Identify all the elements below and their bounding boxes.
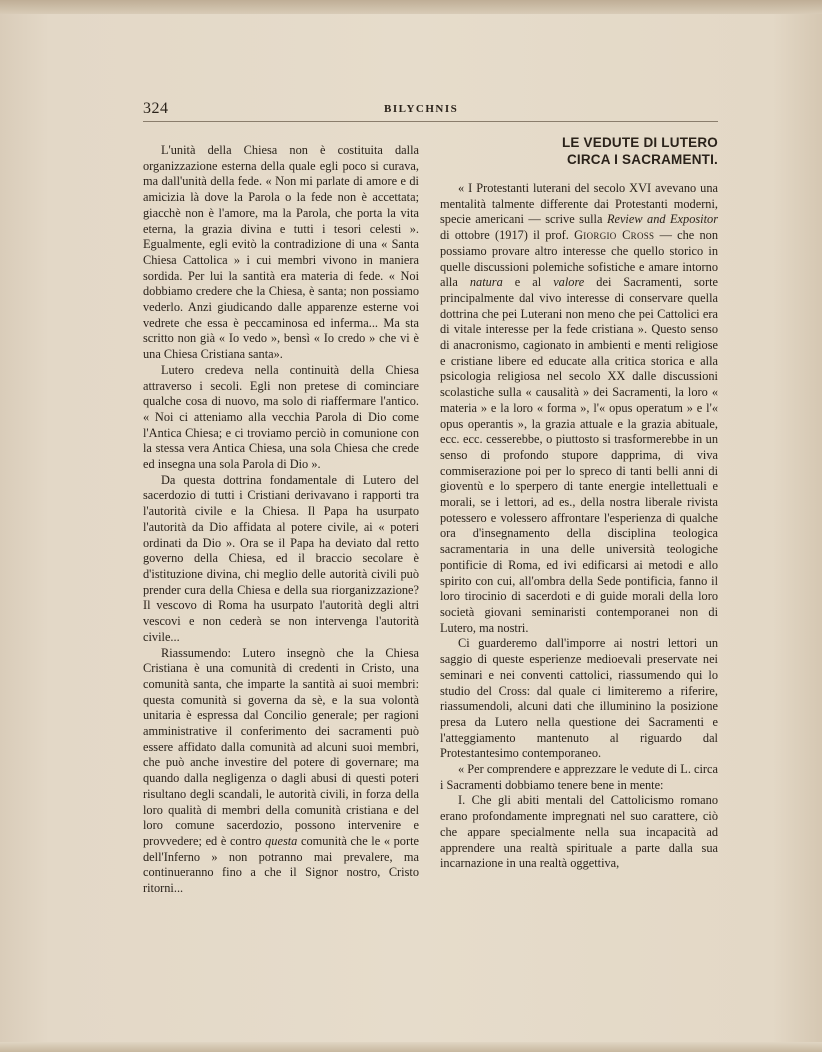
paragraph: I. Che gli abiti mentali del Cattolicismo romano erano profondamente impregnati nel suo carattere, ciò che appare specialmente nella sua incapacità ad apprendere una realtà spirituale a parte dalla sua incarnazione in una realtà oggettiva, [440,793,718,871]
article-title-line: LE VEDUTE DI LUTERO [561,135,718,150]
page-header [143,100,718,122]
page-number: 324 [143,100,169,117]
emphasis: questa [265,833,298,848]
paragraph [143,646,419,897]
emphasis: natura [469,275,503,290]
emphasis: valore [553,275,585,290]
text-run: Riassumendo: Lutero insegnò che la Chiesa Cristiana è una comunità di credenti in Cristo, una comunità santa, che imparte la santità ai suoi membri: questa comunità si governa da sè, e la sua volontà unitaria è espressa dal Concilio generale; per ragioni amministrative il conferimento dei sacramenti può essere affidato dalla comunità ad alcuni suoi membri, che può anche investire del potere di governare; ma quando dalla negligenza o dagli abusi di questi poteri risultano degli scandali, le autorità civili, in forza della loro qualità di membri della comunità cristiana e del loro comune sacerdozio, possono intervenire e provvedere; ed è contro [143,645,419,848]
paragraph: « Per comprendere e apprezzare le vedute di L. circa i Sacramenti dobbiamo tenere bene in mente: [440,762,718,792]
text-run: di ottobre (1917) il prof. [440,228,575,243]
article-title [440,134,718,168]
text-run: comunità che le « porte dell'Inferno » non potranno mai prevalere, ma continueranno fino a che il Signor nostro, Cristo ritorni... [143,833,419,896]
page-bottom-edge [0,1042,822,1052]
header-rule [143,121,718,122]
paragraph: Ci guarderemo dall'imporre ai nostri lettori un saggio di queste esperienze medioevali preservate nei seminari e nei conventi cattolici, riassumendo qui lo studio del Cross: dal quale ci limiteremo a riferire, riassumendoli, alcuni dati che illuminino la posizione presa da Lutero nella questione dei Sacramenti e l'atteggiamento mantenuto al riguardo dal Protestantesimo contemporaneo. [440,636,718,761]
text-run: « I Protestanti luterani del secolo XVI avevano una mentalità talmente differente dai Protestanti moderni, specie americani — scrive sulla [440,181,718,227]
running-head: BILYCHNIS [384,103,459,115]
text-run: e al [502,275,554,290]
article-title-line: CIRCA I SACRAMENTI. [566,152,718,167]
text-run: — che non possiamo provare altro interesse che quello storico in quelle discussioni polemiche sofistiche e amare intorno alla [440,228,718,290]
page-top-edge [0,0,822,14]
paragraph: Lutero credeva nella continuità della Chiesa attraverso i secoli. Egli non pretese di cominciare qualche cosa di nuovo, ma solo di riaffermare l'antico. « Noi ci atteniamo alla vecchia Parola di Dio come l'Antica Chiesa; e ci troviamo perciò in comunione con la stessa vera Antica Chiesa, una sola Chiesa che crede ed insegna una sola Parola di Dio ». [143,362,419,472]
text-run: dei Sacramenti, sorte principalmente dal vivo interesse di conservare quella dottrina che pei Luterani non meno che pei Cattolici era di vitale interesse per la fede cristiana ». Questo senso di anacronismo, cagionato in ambienti e menti religiose e cristiane libere ed educate alla critica storica e alla psicologia religiosa nel secolo XX dalle discussioni scolastiche sulla « causalità » dei Sacramenti, la loro « materia » e la loro « forma », l'« opus operatum » e l'« opus operantis », la grazia attuale e la grazia abituale, ecc. ecc. cesserebbe, o piuttosto si trasformerebbe in un senso di profondo stupore dapprima, di viva commiserazione poi per lo spreco di tanti belli anni di gioventù e lo sperpero di tante energie intellettuali e morali, se i lettori, ad es., della nostra liberale rivista potessero e volessero affrontare l'esperienza di qualche ora d'insegnamento della disciplina teologica sacramentaria in una delle università teologiche pontificie di Roma, ed ivi edificarsi ai metodi e allo spirito con cui, all'ombra della Sede pontificia, fanno il loro tirocinio di sacerdoti e di guide morali della loro società giovani seminaristi contemporanei non di Lutero, ma nostri. [440,275,719,635]
right-column [440,181,718,872]
journal-title: Review and Expositor [606,212,719,227]
paragraph: L'unità della Chiesa non è costituita dalla organizzazione esterna della quale egli poco si curava, ma dall'unità della fede. « Non mi parlate di amore e di amicizia là dove la Parola o la fede non è accettata; giacchè non è l'amore, ma la Parola, che porta la vita eterna, la grazia divina e tutti i tesori celesti ». Egualmente, egli evitò la contradizione di una « Santa Chiesa Cattolica » i cui membri vivono in maniera sordida. Per lui la santità era materia di fede. « Noi dobbiamo credere che la Chiesa, è santa; non possiamo vederlo. Anzi giudicando dalle apparenze esterne voi vedrete che essa è peccaminosa ed inferma... Ma sta scritto non già « Io vedo », bensì « Io credo » che vi è una Chiesa Cristiana santa». [143,143,419,362]
paragraph [440,181,718,636]
paragraph: Da questa dottrina fondamentale di Lutero del sacerdozio di tutti i Cristiani derivavano i rapporti tra l'autorità civile e la Chiesa. Il Papa ha usurpato l'autorità da Dio affidata al potere civile, ai « poteri ordinati da Dio ». Ora se il Papa ha deviato dal retto governo della Chiesa, ed il braccio secolare è d'istituzione divina, chi meglio delle autorità civili può prender cura della Chiesa e della sua riorganizzazione? Il vescovo di Roma ha usurpato l'autorità degli altri vescovi e non cederà se non intervenga l'autorità civile... [143,472,419,644]
left-column [143,143,419,897]
author-name: Giorgio Cross [574,228,655,243]
